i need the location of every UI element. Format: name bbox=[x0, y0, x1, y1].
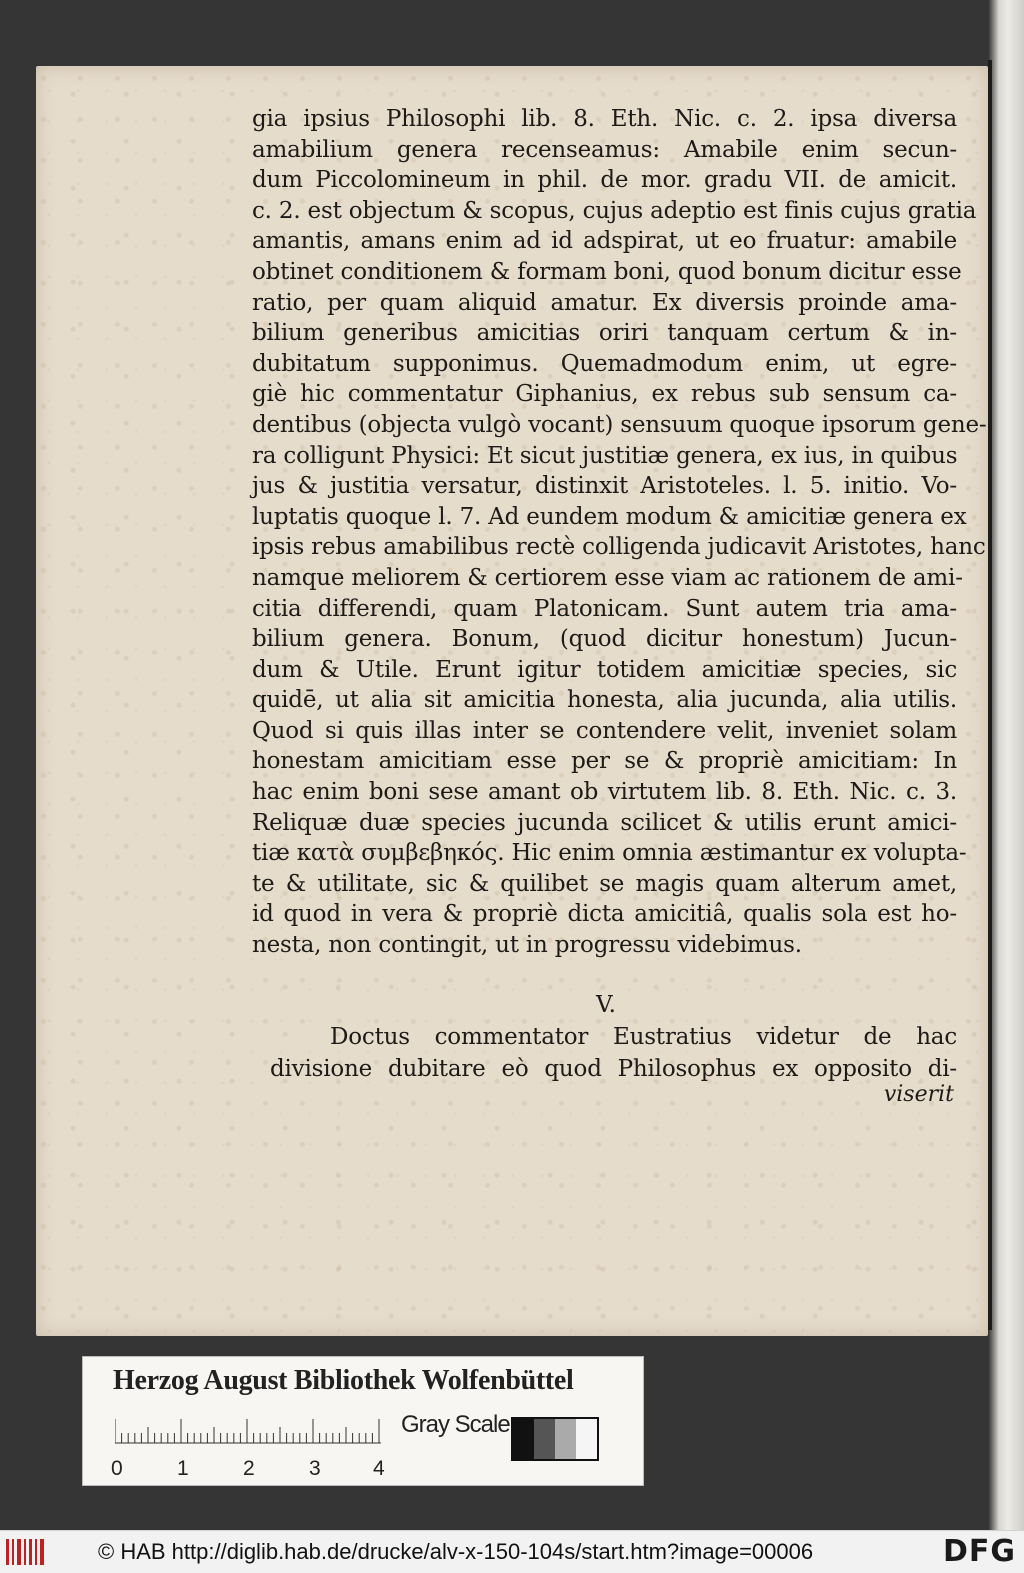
text-line: c. 2. est objectum & scopus, cujus adeptio est finis cujus gratia bbox=[252, 197, 977, 224]
text-line: dum Piccolomineum in phil. de mor. gradu VII. de amicit. bbox=[252, 167, 957, 194]
ruler-number: 1 bbox=[177, 1457, 189, 1480]
text-line: bilium generibus amicitias oriri tanquam certum & in- bbox=[252, 320, 957, 347]
text-line: dubitatum supponimus. Quemadmodum enim, ut egre- bbox=[252, 350, 957, 377]
gray-swatch bbox=[555, 1419, 576, 1459]
text-line: Doctus commentator Eustratius videtur de hac bbox=[330, 1024, 957, 1050]
gray-scale-label: Gray Scale bbox=[401, 1411, 510, 1438]
text-line: citia differendi, quam Platonicam. Sunt autem tria ama- bbox=[252, 595, 957, 622]
gray-swatch bbox=[576, 1419, 597, 1459]
text-line: divisione dubitare eò quod Philosophus ex opposito di- bbox=[270, 1056, 957, 1082]
section-number: V. bbox=[596, 992, 616, 1018]
text-line: te & utilitate, sic & quilibet se magis quam alterum amet, bbox=[252, 870, 957, 897]
text-line: namque meliorem & certiorem esse viam ac rationem de ami- bbox=[252, 564, 963, 591]
ruler-number: 4 bbox=[373, 1457, 385, 1480]
text-line: Quod si quis illas inter se contendere velit, inveniet solam bbox=[252, 717, 957, 744]
copyright-link[interactable]: © HAB http://diglib.hab.de/drucke/alv-x-150-104s/start.htm?image=00006 bbox=[98, 1539, 814, 1564]
text-line: ipsis rebus amabilibus rectè colligenda judicavit Aristotes, hanc bbox=[252, 534, 986, 561]
text-line: bilium genera. Bonum, (quod dicitur honestum) Jucun- bbox=[252, 626, 957, 653]
text-line: ratio, per quam aliquid amatur. Ex diversis proinde ama- bbox=[252, 289, 957, 316]
text-line: amabilium genera recenseamus: Amabile enim secun- bbox=[252, 136, 957, 163]
ruler-number: 2 bbox=[243, 1457, 255, 1480]
text-line: id quod in vera & propriè dicta amicitiâ, qualis sola est ho- bbox=[252, 901, 957, 928]
barcode-icon bbox=[4, 1537, 46, 1567]
text-line: hac enim boni sese amant ob virtutem lib. 8. Eth. Nic. c. 3. bbox=[252, 779, 957, 806]
text-line: dentibus (objecta vulgò vocant) sensuum quoque ipsorum gene- bbox=[252, 411, 987, 438]
footer-bar bbox=[0, 1530, 1024, 1573]
library-label-card bbox=[82, 1356, 644, 1486]
ruler-number: 3 bbox=[309, 1457, 321, 1480]
adjacent-page-edge bbox=[988, 0, 1024, 1530]
text-line: luptatis quoque l. 7. Ad eundem modum & amicitiæ genera ex bbox=[252, 503, 967, 530]
gutter-shadow bbox=[988, 60, 992, 1330]
text-line: dum & Utile. Erunt igitur totidem amicitiæ species, sic bbox=[252, 656, 957, 683]
text-line: honestam amicitiam esse per se & propriè amicitiam: In bbox=[252, 748, 957, 775]
text-line: tiæ κατὰ συμβεβηκός. Hic enim omnia æstimantur ex volupta- bbox=[252, 840, 967, 867]
gray-scale-swatch bbox=[511, 1417, 599, 1461]
measurement-ruler bbox=[115, 1415, 415, 1455]
text-line: obtinet conditionem & formam boni, quod bonum dicitur esse bbox=[252, 258, 962, 285]
main-paragraph bbox=[252, 104, 987, 961]
text-line: gia ipsius Philosophi lib. 8. Eth. Nic. c. 2. ipsa diversa bbox=[252, 106, 957, 132]
library-name: Herzog August Bibliothek Wolfenbüttel bbox=[113, 1365, 574, 1396]
text-line: ra colligunt Physici: Et sicut justitiæ genera, ex ius, in quibus bbox=[252, 442, 958, 469]
text-line: amantis, amans enim ad id adspirat, ut eo fruatur: amabile bbox=[252, 228, 957, 255]
dfg-logo: DFG bbox=[942, 1534, 1016, 1569]
gray-swatch bbox=[513, 1419, 534, 1459]
text-line: giè hic commentatur Giphanius, ex rebus sub sensum ca- bbox=[252, 381, 957, 408]
gray-swatch bbox=[534, 1419, 555, 1459]
text-line: nesta, non contingit, ut in progressu videbimus. bbox=[252, 932, 802, 959]
text-line: Reliquæ duæ species jucunda scilicet & utilis erunt amici- bbox=[252, 809, 957, 836]
catchword: viserit bbox=[883, 1082, 954, 1107]
ruler-number: 0 bbox=[111, 1457, 123, 1480]
text-line: jus & justitia versatur, distinxit Aristoteles. l. 5. initio. Vo- bbox=[252, 473, 957, 500]
text-line: quidē, ut alia sit amicitia honesta, alia jucunda, alia utilis. bbox=[252, 687, 957, 714]
second-paragraph bbox=[270, 1021, 957, 1085]
